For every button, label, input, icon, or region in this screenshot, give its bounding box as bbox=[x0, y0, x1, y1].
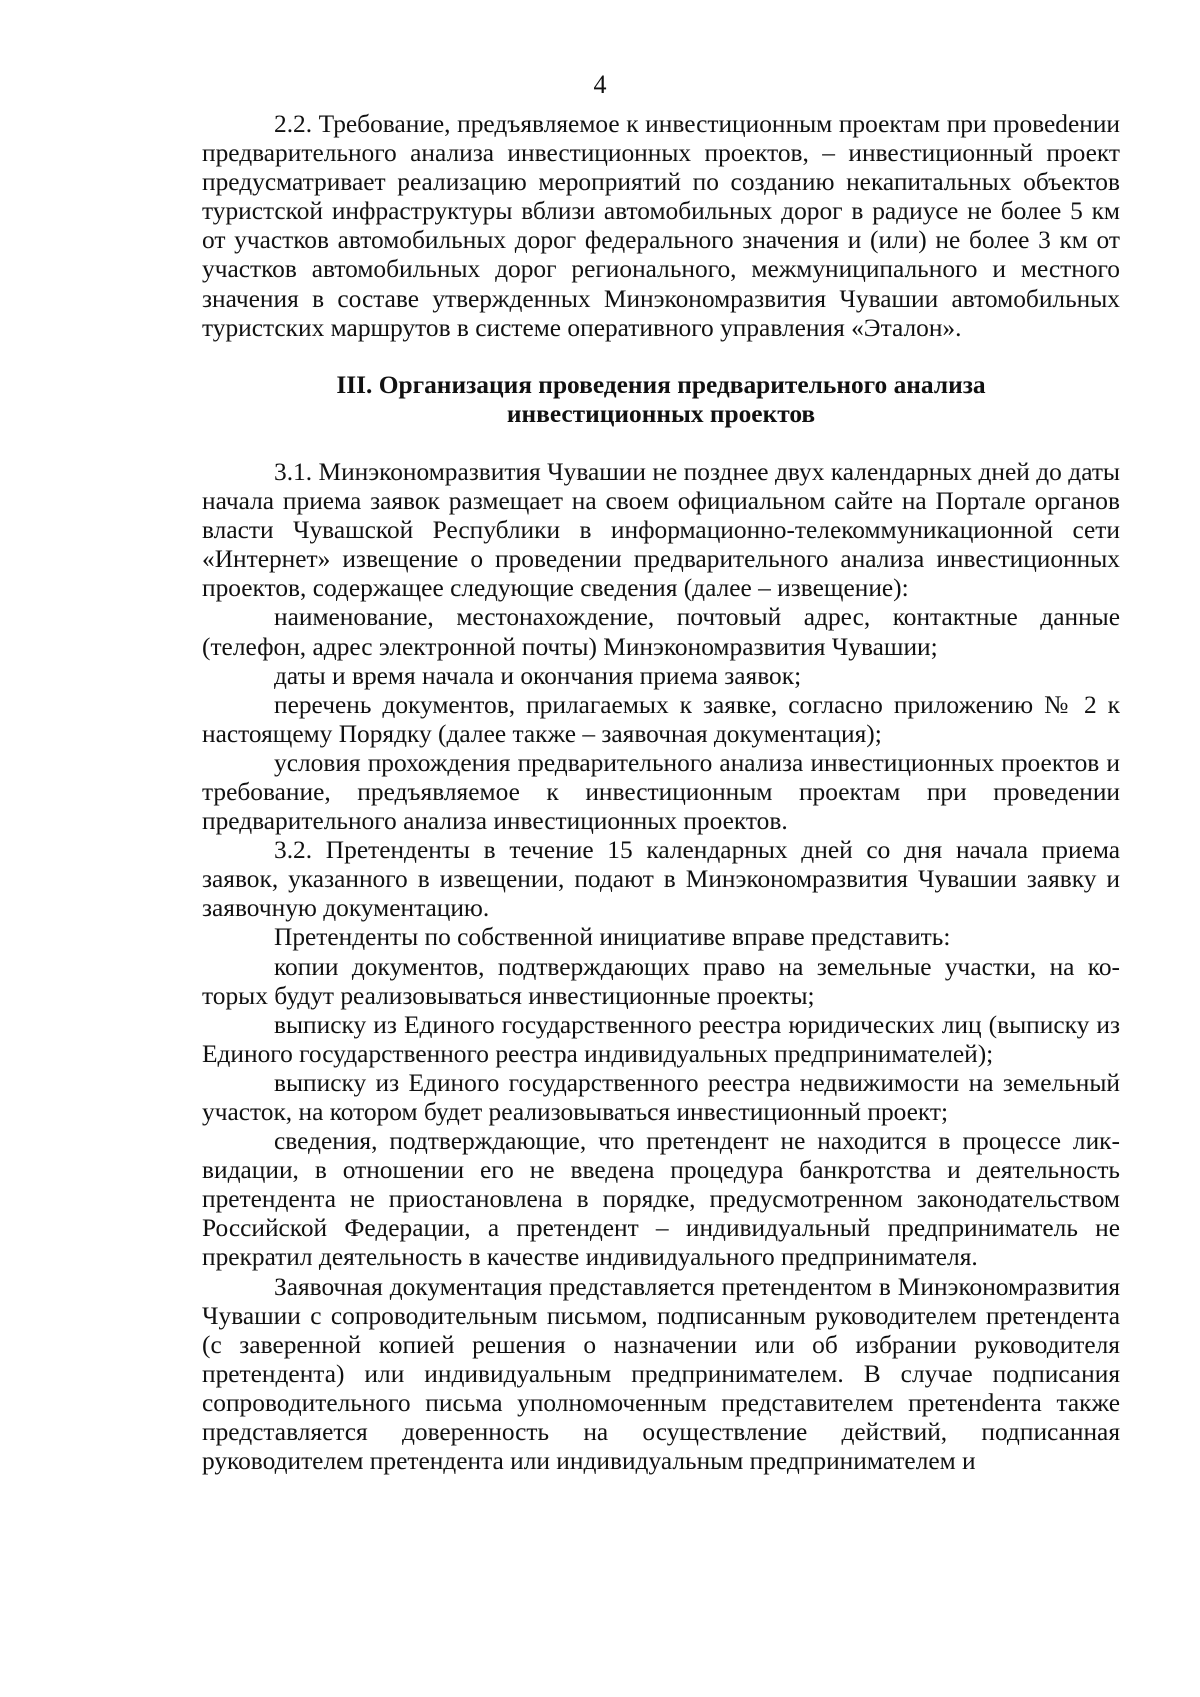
page-number: 4 bbox=[593, 70, 607, 99]
list-item: перечень документов, прилагаемых к заявке, согласно приложению № 2 к настоящему Порядку (далее также – заявочная документация); bbox=[202, 690, 1120, 748]
list-item: наименование, местонахождение, почтовый адрес, контактные данные (телефон, адрес электронной почты) Минэкономразвития Чувашии; bbox=[202, 603, 1120, 661]
list-item: выписку из Единого государственного реестра недвижимости на земельный участок, на котором будет реализовываться инвестиционный проект; bbox=[202, 1068, 1120, 1126]
section-heading bbox=[202, 371, 1120, 429]
document-body bbox=[202, 110, 1120, 1476]
paragraph-2-2: 2.2. Требование, предъявляемое к инвестиционным проектам при провеdении предварительного анализа инвестиционных проектов, – инвестиционный проект предусматривает реализацию мероприятий по созданию некапитальных объектов туристской инфраструктуры вблизи автомобильных дорог в радиусе не более 5 км от участков автомобильных дорог федерального значения и (или) не более 3 км от участков автомобильных дорог регионального, межмуниципального и местного значения в составе утвержденных Минэкономразвития Чувашии автомобильных туристских маршрутов в системе оперативного управления «Эталон». bbox=[202, 110, 1120, 342]
paragraph-3-1: 3.1. Минэкономразвития Чувашии не позднее двух календарных дней до даты начала приема заявок размещает на своем официальном сайте на Портале органов власти Чувашской Республики в информационно-телекоммуникационной сети «Интернет» извещение о проведении предварительного анализа инвестиционных проектов, содержащее следующие сведения (далее – извещение): bbox=[202, 457, 1120, 603]
list-item: даты и время начала и окончания приема заявок; bbox=[274, 661, 802, 690]
section-heading-line-2: инвестиционных проектов bbox=[506, 399, 816, 428]
paragraph-documentation: Заявочная документация представляется претендентом в Минэкономразвития Чувашии с сопроводительным письмом, подписанным руководителем претендента (с заверенной копией решения о назначении или об избрании руководителя претендента) или индивидуальным предпринимателем. В случае подписания сопроводительного письма уполномоченным представителем претенdента также представляется доверенность на осуществление действий, подписанная руководителем претендента или индивидуальным предпринимателем и bbox=[202, 1272, 1120, 1476]
paragraph-3-2: 3.2. Претенденты в течение 15 календарных дней со дня начала приема заявок, указанного в извещении, подают в Минэкономразвития Чувашии заявку и заявочную документацию. bbox=[202, 836, 1120, 923]
list-item: условия прохождения предварительного анализа инвестиционных проектов и требование, предъявляемое к инвестиционным проектам при проведении предварительного анализа инвестиционных проектов. bbox=[202, 748, 1120, 836]
list-item: выписку из Единого государственного реестра юридических лиц (выписку из Единого государственного реестра индивидуальных предпринимателей); bbox=[202, 1010, 1120, 1068]
section-heading-line-1: III. Организация проведения предварительного анализа bbox=[336, 370, 986, 399]
initiative-intro: Претенденты по собственной инициативе вправе представить: bbox=[274, 923, 951, 952]
list-item: копии документов, подтверждающих право на земельные участки, на которых будут реализовываться инвестиционные проекты; bbox=[202, 952, 1120, 1010]
list-item: сведения, подтверждающие, что претендент не находится в процессе ликвидации, в отношении его не введена процедура банкротства и деятельность претендента не приостановлена в порядке, предусмотренном законодательством Российской Федерации, а претендент – индивидуальный предприниматель не прекратил деятельность в качестве индивидуального предпринимателя. bbox=[202, 1127, 1120, 1272]
